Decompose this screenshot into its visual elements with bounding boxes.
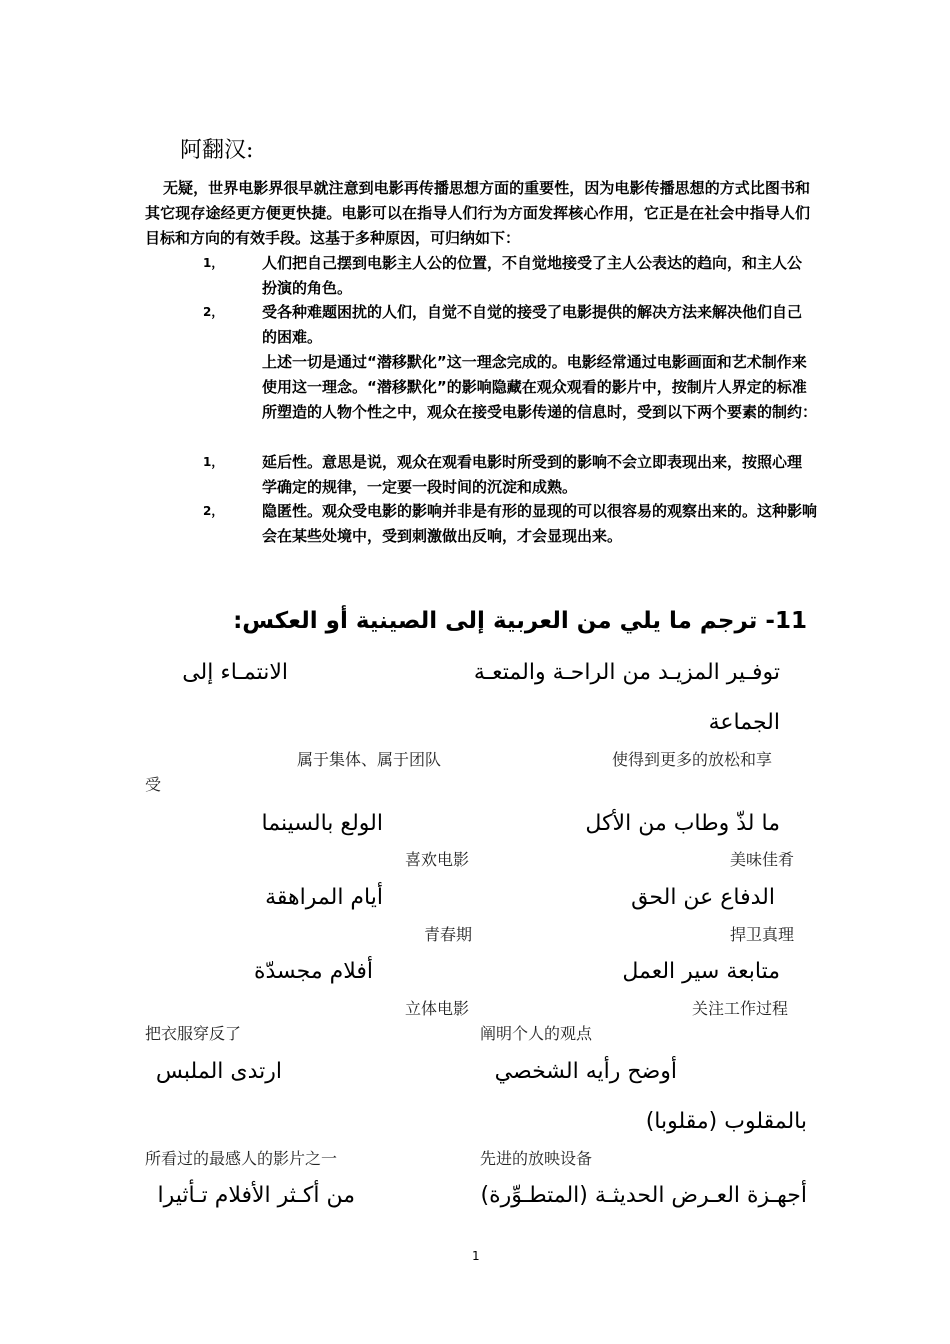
list-number: 2，: [203, 504, 224, 518]
vocab-chinese: 青春期: [424, 925, 473, 944]
vocab-arabic: الانتمـاء إلى: [182, 660, 288, 685]
vocab-chinese: 美味佳肴: [730, 850, 795, 869]
vocab-chinese: 受: [145, 775, 162, 794]
vocab-arabic: بالمقلوب (مقلوبا): [645, 1109, 807, 1134]
vocab-chinese: 关注工作过程: [692, 999, 789, 1018]
list-item: 隐匿性。观众受电影的影响并非是有形的显现的可以很容易的观察出来的。这种影响会在某些处境中，受到刺激做出反响，才会显现出来。: [262, 502, 818, 545]
vocab-arabic: أفلام مجسدّة: [253, 959, 373, 984]
vocab-arabic: من أكـثر الأفلام تـأثيرا: [157, 1183, 355, 1208]
vocab-chinese: 喜欢电影: [405, 850, 470, 869]
vocab-chinese: 所看过的最感人的影片之一: [145, 1149, 338, 1168]
vocab-arabic: متابعة سير العمل: [622, 959, 780, 984]
vocab-chinese: 先进的放映设备: [480, 1149, 593, 1168]
vocab-chinese: 阐明个人的观点: [480, 1024, 593, 1043]
vocab-chinese: 属于集体、属于团队: [297, 750, 442, 769]
intro-paragraph: 无疑，世界电影界很早就注意到电影再传播思想方面的重要性，因为电影传播思想的方式比图书和其它现存途经更方便更快捷。电影可以在指导人们行为方面发挥核心作用，它正是在社会中指导人们目标和方向的有效手段。这基于多种原因，可归纳如下：: [145, 179, 810, 247]
vocab-arabic: أجهـزة العـرض الحديثـة (المتطـوِّرة): [480, 1183, 807, 1208]
list-item: 受各种难题困扰的人们，自觉不自觉的接受了电影提供的解决方法来解决他们自己的困难。: [262, 303, 803, 346]
vocab-arabic: الجماعة: [708, 710, 780, 735]
middle-paragraph: 上述一切是通过“潜移默化”这一理念完成的。电影经常通过电影画面和艺术制作来使用这一理念。“潜移默化”的影响隐藏在观众观看的影片中，按制片人界定的标准所塑造的人物个性之中，观众在接受电影传递的信息时，受到以下两个要素的制约：: [262, 353, 818, 421]
vocab-arabic: ارتدى الملبس: [155, 1059, 282, 1084]
vocab-arabic: أوضح رأيه الشخصي: [494, 1059, 677, 1084]
vocab-chinese: 立体电影: [405, 999, 470, 1018]
vocab-arabic: الولع بالسينما: [261, 811, 383, 836]
list-number: 1，: [203, 455, 224, 469]
page-number: 1: [472, 1249, 480, 1263]
vocab-arabic: ما لذّ وطاب من الأكل: [585, 811, 780, 836]
author-heading: 阿翻汉:: [180, 138, 254, 163]
list-number: 1，: [203, 256, 224, 270]
vocab-chinese: 把衣服穿反了: [145, 1024, 242, 1043]
vocab-arabic: توفـير المزيـد من الراحـة والمتعـة: [473, 660, 780, 685]
list-number: 2，: [203, 305, 224, 319]
vocab-chinese: 捍卫真理: [730, 925, 795, 944]
vocab-arabic: أيام المراهقة: [265, 885, 383, 910]
vocab-chinese: 使得到更多的放松和享: [612, 750, 773, 769]
list-item: 人们把自己摆到电影主人公的位置，不自觉地接受了主人公表达的趋向，和主人公扮演的角色。: [262, 254, 803, 297]
list-item: 延后性。意思是说，观众在观看电影时所受到的影响不会立即表现出来，按照心理学确定的规律，一定要一段时间的沉淀和成熟。: [262, 453, 803, 496]
vocab-arabic: الدفاع عن الحق: [631, 885, 775, 910]
exercise-heading: 11- ترجم ما يلي من العربية إلى الصينية أو العكس:: [233, 608, 807, 634]
